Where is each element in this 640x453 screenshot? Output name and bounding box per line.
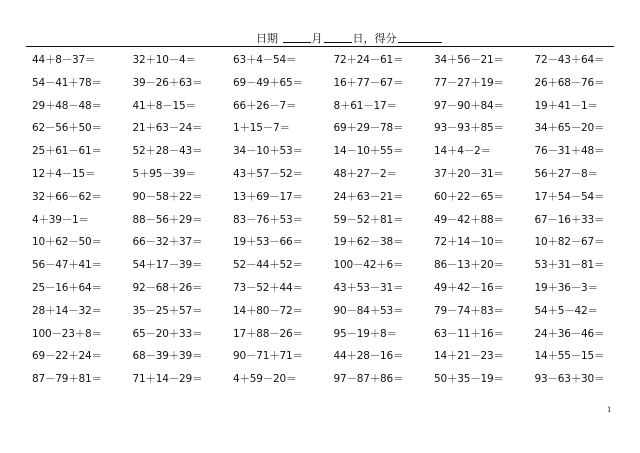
math-problem: 10＋82－67＝ xyxy=(534,236,605,249)
math-problem: 17＋88－26＝ xyxy=(233,327,303,340)
math-problem: 66＋26－7＝ xyxy=(233,99,297,112)
math-problem: 52－44＋52＝ xyxy=(233,259,303,272)
math-problem: 65－20＋33＝ xyxy=(132,327,203,340)
math-problem: 93－63＋30＝ xyxy=(534,373,605,386)
math-problem: 19＋36－3＝ xyxy=(534,281,598,294)
math-problem: 39－26＋63＝ xyxy=(132,76,203,89)
math-problem: 68－39＋39＝ xyxy=(132,350,203,363)
math-problem: 48＋27－2＝ xyxy=(333,167,397,180)
day-score-label: 日，得分 xyxy=(352,32,397,45)
math-problem: 77－27＋19＝ xyxy=(434,76,504,89)
math-problem: 63＋4－54＝ xyxy=(233,54,297,66)
math-problem: 66－32＋37＝ xyxy=(132,236,203,249)
math-problem: 49－42＋88＝ xyxy=(434,213,504,226)
problem-grid xyxy=(32,49,635,391)
math-problem: 90－84＋53＝ xyxy=(333,304,404,317)
math-problem: 71＋14－29＝ xyxy=(132,373,203,386)
worksheet-header xyxy=(256,30,442,46)
math-problem: 100－23＋8＝ xyxy=(32,327,102,340)
math-problem: 29＋48－48＝ xyxy=(32,99,102,112)
math-problem: 93－93＋85＝ xyxy=(434,122,504,135)
math-problem: 59－52＋81＝ xyxy=(333,213,404,226)
math-problem: 44＋28－16＝ xyxy=(333,350,404,363)
math-problem: 54－41＋78＝ xyxy=(32,76,102,89)
math-problem: 41＋8－15＝ xyxy=(132,99,196,112)
math-problem: 97－87＋86＝ xyxy=(333,373,404,386)
math-problem: 83－76＋53＝ xyxy=(233,213,303,226)
math-problem: 19＋62－38＝ xyxy=(333,236,404,249)
math-problem: 92－68＋26＝ xyxy=(132,281,203,294)
math-problem: 37＋20－31＝ xyxy=(434,167,504,180)
math-problem: 21＋63－24＝ xyxy=(132,122,203,135)
math-problem: 28＋14－32＝ xyxy=(32,304,102,317)
math-problem: 32＋66－62＝ xyxy=(32,190,102,203)
math-problem: 63－11＋16＝ xyxy=(434,327,504,340)
math-problem: 24＋63－21＝ xyxy=(333,190,404,203)
math-problem: 100－42＋6＝ xyxy=(333,259,404,272)
math-problem: 86－13＋20＝ xyxy=(434,259,504,272)
math-problem: 19＋41－1＝ xyxy=(534,99,598,112)
math-problem: 56＋27－8＝ xyxy=(534,167,598,180)
math-problem: 60＋22－65＝ xyxy=(434,190,504,203)
math-problem: 43＋57－52＝ xyxy=(233,167,303,180)
math-problem: 12＋4－15＝ xyxy=(32,167,96,180)
math-problem: 53＋31－81＝ xyxy=(534,259,605,272)
math-problem: 97－90＋84＝ xyxy=(434,99,504,112)
math-problem: 14＋80－72＝ xyxy=(233,304,303,317)
math-problem: 19＋53－66＝ xyxy=(233,236,303,249)
math-problem: 25－16＋64＝ xyxy=(32,281,102,294)
math-problem: 34＋56－21＝ xyxy=(434,54,504,66)
math-problem: 32＋10－4＝ xyxy=(132,54,196,66)
math-problem: 69＋29－78＝ xyxy=(333,122,404,135)
math-problem: 17＋54－54＝ xyxy=(534,190,605,203)
math-problem: 34－10＋53＝ xyxy=(233,145,303,158)
math-problem: 14＋21－23＝ xyxy=(434,350,504,363)
math-problem: 54＋17－39＝ xyxy=(132,259,203,272)
math-problem: 76－31＋48＝ xyxy=(534,145,605,158)
math-problem: 49＋42－16＝ xyxy=(434,281,504,294)
math-problem: 44＋8－37＝ xyxy=(32,54,96,66)
math-problem: 1＋15－7＝ xyxy=(233,122,290,135)
day-blank[interactable] xyxy=(324,32,352,43)
math-problem: 16＋77－67＝ xyxy=(333,76,404,89)
month-blank[interactable] xyxy=(283,32,311,43)
math-problem: 26＋68－76＝ xyxy=(534,76,605,89)
math-problem: 79－74＋83＝ xyxy=(434,304,504,317)
math-problem: 69－49＋65＝ xyxy=(233,76,303,89)
math-problem: 14－10＋55＝ xyxy=(333,145,404,158)
header-rule xyxy=(26,46,614,47)
math-problem: 8＋61－17＝ xyxy=(333,99,397,112)
math-problem: 54＋5－42＝ xyxy=(534,304,598,317)
date-label: 日期 xyxy=(256,32,278,45)
math-problem: 10＋62－50＝ xyxy=(32,236,102,249)
month-label: 月 xyxy=(311,32,323,45)
math-problem: 50＋35－19＝ xyxy=(434,373,504,386)
math-problem: 72－43＋64＝ xyxy=(534,54,605,66)
math-problem: 14＋4－2＝ xyxy=(434,145,491,158)
math-problem: 67－16＋33＝ xyxy=(534,213,605,226)
math-problem: 25＋61－61＝ xyxy=(32,145,102,158)
math-problem: 72＋14－10＝ xyxy=(434,236,504,249)
math-problem: 72＋24－61＝ xyxy=(333,54,404,66)
math-problem: 56－47＋41＝ xyxy=(32,259,102,272)
page-number: 1 xyxy=(607,406,612,414)
math-problem: 52＋28－43＝ xyxy=(132,145,203,158)
math-problem: 43＋53－31＝ xyxy=(333,281,404,294)
math-problem: 35－25＋57＝ xyxy=(132,304,203,317)
math-problem: 69－22＋24＝ xyxy=(32,350,102,363)
math-problem: 4＋59－20＝ xyxy=(233,373,297,386)
math-problem: 5＋95－39＝ xyxy=(132,167,196,180)
math-problem: 13＋69－17＝ xyxy=(233,190,303,203)
math-problem: 4＋39－1＝ xyxy=(32,213,89,226)
math-problem: 73－52＋44＝ xyxy=(233,281,303,294)
math-problem: 34＋65－20＝ xyxy=(534,122,605,135)
math-problem: 24＋36－46＝ xyxy=(534,327,605,340)
math-problem: 90－58＋22＝ xyxy=(132,190,203,203)
math-problem: 14＋55－15＝ xyxy=(534,350,605,363)
score-blank[interactable] xyxy=(398,32,442,43)
math-problem: 88－56＋29＝ xyxy=(132,213,203,226)
math-problem: 95－19＋8＝ xyxy=(333,327,397,340)
math-problem: 62－56＋50＝ xyxy=(32,122,102,135)
math-problem: 90－71＋71＝ xyxy=(233,350,303,363)
math-problem: 87－79＋81＝ xyxy=(32,373,102,386)
